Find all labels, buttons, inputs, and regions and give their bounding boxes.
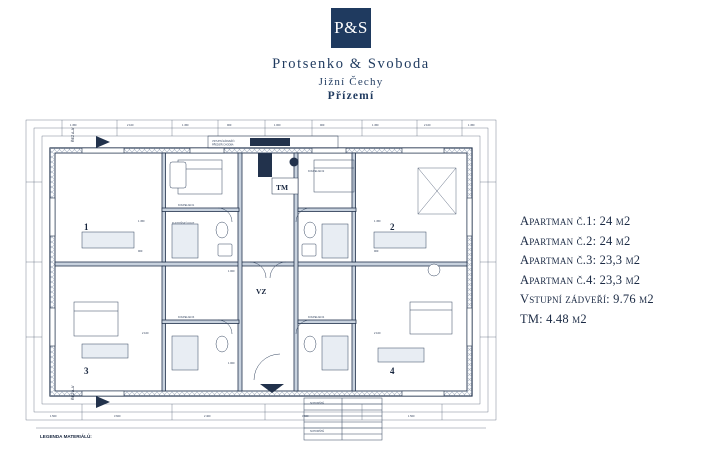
note-bathroom-03: KOUPELNA 03 [178, 316, 195, 319]
svg-text:900: 900 [227, 124, 232, 127]
small-annotations [172, 140, 325, 433]
legend-item-apartment-4: Apartman č.4: 23,3 m2 [520, 272, 641, 287]
header [0, 8, 702, 102]
tm-label-group [272, 178, 298, 194]
svg-text:1 450: 1 450 [182, 124, 189, 127]
note-bathroom-04: KOUPELNA 04 [308, 316, 325, 319]
room-number-3: 3 [84, 366, 89, 376]
svg-text:900: 900 [374, 250, 379, 253]
dimension-text-top [70, 123, 475, 127]
logo: P&S [331, 8, 371, 48]
region-label: Jižní Čechy [318, 76, 384, 88]
floor-label: Přízemí [327, 90, 375, 102]
svg-text:1 450: 1 450 [70, 124, 77, 127]
legend-item-tm: TM: 4.48 m2 [520, 311, 587, 326]
svg-text:1 450: 1 450 [138, 220, 145, 223]
note-bathroom-01: KOUPELNA 01 [178, 204, 195, 207]
svg-text:2 400: 2 400 [204, 415, 211, 418]
brand-name: Protsenko & Svoboda [272, 56, 430, 72]
room-number-2: 2 [390, 222, 395, 232]
legend-item-apartment-2: Apartman č.2: 24 m2 [520, 233, 631, 248]
room-number-1: 1 [84, 222, 89, 232]
svg-text:1 450: 1 450 [468, 124, 475, 127]
note-kitchenette: KUCHYŇSKÝ KOUT [172, 222, 195, 225]
svg-text:2 100: 2 100 [127, 124, 134, 127]
note-bathroom-02: KOUPELNA 02 [308, 170, 325, 173]
svg-text:900: 900 [320, 124, 325, 127]
svg-text:1 450: 1 450 [372, 124, 379, 127]
legend-item-apartment-3: Apartman č.3: 23,3 m2 [520, 253, 641, 267]
legend-item-apartment-1: Apartman č.1: 24 m2 [520, 214, 631, 228]
svg-text:1 000: 1 000 [274, 124, 281, 127]
svg-text:1 000: 1 000 [228, 270, 235, 273]
room-number-4: 4 [390, 366, 395, 376]
materials-legend-label: LEGENDA MATERIÁLŮ: [40, 434, 92, 439]
svg-text:2 100: 2 100 [374, 332, 381, 335]
svg-text:2 100: 2 100 [142, 332, 149, 335]
furniture-blocks [82, 224, 426, 370]
note-entry-hall-2: PŘEDSÍŇ CHODBA [212, 143, 234, 147]
detail-sketch [418, 168, 456, 214]
svg-text:900: 900 [138, 250, 143, 253]
svg-text:1 500: 1 500 [408, 415, 415, 418]
tm-room-label: TM [276, 183, 289, 192]
note-staircase: SCHODIŠTĚ [310, 402, 324, 405]
section-top-label: ŘEZ A-A' [71, 127, 75, 142]
section-bottom-label: ŘEZ A-A' [71, 385, 75, 400]
legend-item-entry-hall: Vstupní zádveří: 9.76 m2 [520, 292, 654, 306]
svg-text:1 500: 1 500 [50, 415, 57, 418]
note-staircase-2: SCHODIŠTĚ [310, 430, 324, 433]
svg-text:2 100: 2 100 [424, 124, 431, 127]
svg-text:1 000: 1 000 [228, 362, 235, 365]
vz-room-label: VZ [256, 287, 267, 296]
svg-text:1 450: 1 450 [374, 220, 381, 223]
svg-text:3 600: 3 600 [114, 415, 121, 418]
section-mark-top [70, 127, 110, 148]
floorplan-drawing [22, 112, 500, 442]
note-entry-hall: VSTUPNÍ ZÁDVEŘÍ / [212, 140, 235, 143]
area-legend [520, 212, 700, 329]
svg-text:3 600: 3 600 [302, 415, 309, 418]
